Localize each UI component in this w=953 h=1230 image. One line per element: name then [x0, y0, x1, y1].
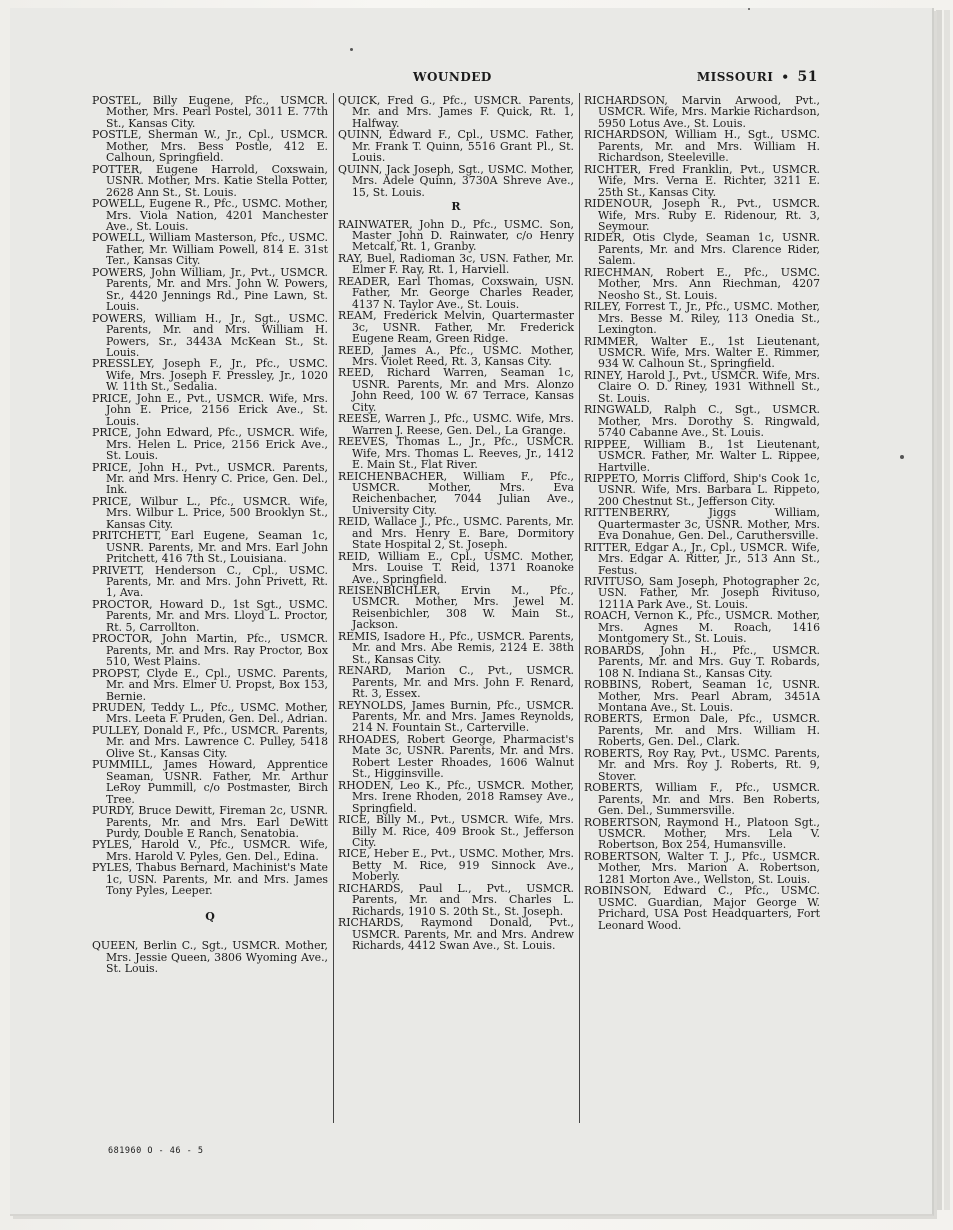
page-edge [944, 10, 950, 1210]
casualty-entry: PRIVETT, Henderson C., Cpl., USMC. Parents, Mr. and Mrs. John Privett, Rt. 1, Ava. [92, 563, 328, 600]
casualty-entry: PRICE, John Edward, Pfc., USMCR. Wife, Mrs. Helen L. Price, 2156 Erick Ave., St. Louis. [92, 426, 328, 463]
casualty-entry: REAM, Frederick Melvin, Quartermaster 3c, USNR. Father, Mr. Frederick Eugene Ream, Green Ridge. [338, 309, 574, 346]
casualty-entry: PRUDEN, Teddy L., Pfc., USMC. Mother, Mrs. Leeta F. Pruden, Gen. Del., Adrian. [92, 701, 328, 726]
print-code: 681960 O - 46 - 5 [108, 1146, 204, 1156]
casualty-entry: REID, William E., Cpl., USMC. Mother, Mrs. Louise T. Reid, 1371 Roanoke Ave., Springfield. [338, 549, 574, 586]
casualty-entry: ROBERTS, Ermon Dale, Pfc., USMCR. Parents, Mr. and Mrs. William H. Roberts, Gen. Del., Clark. [584, 712, 820, 749]
casualty-entry: QUINN, Edward F., Cpl., USMC. Father, Mr. Frank T. Quinn, 5516 Grant Pl., St. Louis. [338, 128, 574, 165]
casualty-entry: PRESSLEY, Joseph F., Jr., Pfc., USMC. Wife, Mrs. Joseph F. Pressley, Jr., 1020 W. 11th St., Sedalia. [92, 357, 328, 394]
casualty-entry: RITTENBERRY, Jiggs William, Quartermaster 3c, USNR. Mother, Mrs. Eva Donahue, Gen. Del., Caruthersville. [584, 506, 820, 543]
scan-speck [748, 8, 750, 10]
casualty-entry: POSTLE, Sherman W., Jr., Cpl., USMCR. Mother, Mrs. Bess Postle, 412 E. Calhoun, Springfield. [92, 128, 328, 165]
casualty-entry: PYLES, Harold V., Pfc., USMCR. Wife, Mrs. Harold V. Pyles, Gen. Del., Edina. [92, 838, 328, 863]
casualty-entry: RIECHMAN, Robert E., Pfc., USMC. Mother, Mrs. Ann Riechman, 4207 Neosho St., St. Louis. [584, 265, 820, 302]
casualty-entry: RIDER, Otis Clyde, Seaman 1c, USNR. Parents, Mr. and Mrs. Clarence Rider, Salem. [584, 231, 820, 268]
casualty-entry: PUMMILL, James Howard, Apprentice Seaman, USNR. Father, Mr. Arthur LeRoy Pummill, c/o Postmaster, Birch Tree. [92, 758, 328, 806]
casualty-entry: RIMMER, Walter E., 1st Lieutenant, USMCR. Wife, Mrs. Walter E. Rimmer, 934 W. Calhoun St., Springfield. [584, 334, 820, 371]
casualty-entry: PROCTOR, Howard D., 1st Sgt., USMC. Parents, Mr. and Mrs. Lloyd L. Proctor, Rt. 5, Carrollton. [92, 597, 328, 634]
casualty-entry: POSTEL, Billy Eugene, Pfc., USMCR. Mother, Mrs. Pearl Postel, 3011 E. 77th St., Kansas City. [92, 94, 328, 130]
casualty-entry: RIPPEE, William B., 1st Lieutenant, USMCR. Father, Mr. Walter L. Rippee, Hartville. [584, 437, 820, 474]
casualty-entry: QUICK, Fred G., Pfc., USMCR. Parents, Mr. and Mrs. James F. Quick, Rt. 1, Halfway. [338, 94, 574, 130]
column-rule [333, 93, 334, 1123]
column-1 [92, 95, 328, 975]
casualty-entry: ROACH, Vernon K., Pfc., USMCR. Mother, Mrs. Agnes M. Roach, 1416 Montgomery St., St. Louis. [584, 609, 820, 646]
casualty-entry: POWELL, Eugene R., Pfc., USMC. Mother, Mrs. Viola Nation, 4201 Manchester Ave., St. Louis. [92, 197, 328, 233]
casualty-entry: ROBERTSON, Raymond H., Platoon Sgt., USMCR. Mother, Mrs. Lela V. Robertson, Box 254, Humansville. [584, 815, 820, 852]
casualty-entry: PULLEY, Donald F., Pfc., USMCR. Parents, Mr. and Mrs. Lawrence C. Pulley, 5418 Olive St., Kansas City. [92, 723, 328, 760]
casualty-entry: RICHTER, Fred Franklin, Pvt., USMCR. Wife, Mrs. Verna E. Richter, 3211 E. 25th St., Kansas City. [584, 162, 820, 199]
casualty-entry: ROBERTS, Roy Ray, Pvt., USMC. Parents, Mr. and Mrs. Roy J. Roberts, Rt. 9, Stover. [584, 746, 820, 783]
casualty-entry: REED, James A., Pfc., USMC. Mother, Mrs. Violet Reed, Rt. 3, Kansas City. [338, 343, 574, 368]
casualty-entry: RAINWATER, John D., Pfc., USMC. Son, Master John D. Rainwater, c/o Henry Metcalf, Rt. 1, Granby. [338, 217, 574, 254]
section-letter: Q [205, 909, 215, 923]
casualty-entry: RINEY, Harold J., Pvt., USMCR. Wife, Mrs. Claire O. D. Riney, 1931 Withnell St., St. Louis. [584, 368, 820, 405]
casualty-entry: REEVES, Thomas L., Jr., Pfc., USMCR. Wife, Mrs. Thomas L. Reeves, Jr., 1412 E. Main St., Flat River. [338, 435, 574, 472]
column-2 [338, 95, 574, 952]
casualty-entry: PROPST, Clyde E., Cpl., USMC. Parents, Mr. and Mrs. Elmer U. Propst, Box 153, Bernie. [92, 666, 328, 703]
casualty-entry: QUEEN, Berlin C., Sgt., USMCR. Mother, Mrs. Jessie Queen, 3806 Wyoming Ave., St. Louis. [92, 939, 328, 976]
casualty-entry: RICE, Heber E., Pvt., USMC. Mother, Mrs. Betty M. Rice, 919 Sinnock Ave., Moberly. [338, 847, 574, 884]
scan-speck [900, 455, 904, 459]
casualty-entry: ROBERTS, William F., Pfc., USMCR. Parents, Mr. and Mrs. Ben Roberts, Gen. Del., Summersville. [584, 781, 820, 818]
casualty-entry: PROCTOR, John Martin, Pfc., USMCR. Parents, Mr. and Mrs. Ray Proctor, Box 510, West Plains. [92, 632, 328, 669]
casualty-entry: REICHENBACHER, William F., Pfc., USMCR. Mother, Mrs. Eva Reichenbacher, 7044 Julian Ave., University City. [338, 469, 574, 517]
casualty-entry: RICHARDS, Raymond Donald, Pvt., USMCR. Parents, Mr. and Mrs. Andrew Richards, 4412 Swan Ave., St. Louis. [338, 916, 574, 953]
casualty-entry: POWERS, William H., Jr., Sgt., USMC. Parents, Mr. and Mrs. William H. Powers, Sr., 3443A McKean St., St. Louis. [92, 311, 328, 359]
casualty-entry: POWELL, William Masterson, Pfc., USMC. Father, Mr. William Powell, 814 E. 31st Ter., Kansas City. [92, 231, 328, 268]
casualty-entry: PRITCHETT, Earl Eugene, Seaman 1c, USNR. Parents, Mr. and Mrs. Earl John Pritchett, 416 7th St., Louisiana. [92, 529, 328, 566]
column-rule [579, 93, 580, 1123]
casualty-entry: REISENBICHLER, Ervin M., Pfc., USMCR. Mother, Mrs. Jewel M. Reisenbichler, 308 W. Main St., Jackson. [338, 584, 574, 632]
casualty-entry: RIDENOUR, Joseph R., Pvt., USMCR. Wife, Mrs. Ruby E. Ridenour, Rt. 3, Seymour. [584, 197, 820, 233]
casualty-entry: RAY, Buel, Radioman 3c, USN. Father, Mr. Elmer F. Ray, Rt. 1, Harviell. [338, 251, 574, 277]
casualty-entry: REID, Wallace J., Pfc., USMC. Parents, Mr. and Mrs. Henry E. Bare, Dormitory State Hospital 2, St. Joseph. [338, 515, 574, 552]
casualty-entry: REYNOLDS, James Burnin, Pfc., USMCR. Parents, Mr. and Mrs. James Reynolds, 214 N. Fountain St., Carterville. [338, 698, 574, 735]
page-header-right [697, 69, 818, 85]
section-title: WOUNDED [413, 70, 492, 84]
casualty-entry: POWERS, John William, Jr., Pvt., USMCR. Parents, Mr. and Mrs. John W. Powers, Sr., 4420 Jennings Rd., Pine Lawn, St. Louis. [92, 265, 328, 314]
casualty-entry: PRICE, John E., Pvt., USMCR. Wife, Mrs. John E. Price, 2156 Erick Ave., St. Louis. [92, 391, 328, 428]
casualty-entry: RITTER, Edgar A., Jr., Cpl., USMCR. Wife, Mrs. Edgar A. Ritter, Jr., 513 Ann St., Festus. [584, 540, 820, 577]
casualty-entry: QUINN, Jack Joseph, Sgt., USMC. Mother, Mrs. Adele Quinn, 3730A Shreve Ave., 15, St. Louis. [338, 162, 574, 199]
casualty-entry: ROBARDS, John H., Pfc., USMCR. Parents, Mr. and Mrs. Guy T. Robards, 108 N. Indiana St., Kansas City. [584, 643, 820, 680]
casualty-entry: RIPPETO, Morris Clifford, Ship's Cook 1c, USNR. Wife, Mrs. Barbara L. Rippeto, 200 Chestnut St., Jefferson City. [584, 471, 820, 508]
casualty-entry: PRICE, Wilbur L., Pfc., USMCR. Wife, Mrs. Wilbur L. Price, 500 Brooklyn St., Kansas City. [92, 494, 328, 531]
casualty-entry: ROBINSON, Edward C., Pfc., USMC. USMC. Guardian, Major George W. Prichard, USA Post Headquarters, Fort Leonard Wood. [584, 884, 820, 932]
column-3 [584, 95, 820, 931]
casualty-entry: PYLES, Thabus Bernard, Machinist's Mate 1c, USN. Parents, Mr. and Mrs. James Tony Pyles, Leeper. [92, 861, 328, 898]
bullet-separator: • [781, 70, 790, 84]
casualty-entry: PRICE, John H., Pvt., USMCR. Parents, Mr. and Mrs. Henry C. Price, Gen. Del., Ink. [92, 460, 328, 497]
casualty-entry: ROBBINS, Robert, Seaman 1c, USNR. Mother, Mrs. Pearl Abram, 3451A Montana Ave., St. Louis. [584, 678, 820, 715]
casualty-entry: POTTER, Eugene Harrold, Coxswain, USNR. Mother, Mrs. Katie Stella Potter, 2628 Ann St., St. Louis. [92, 162, 328, 199]
page-number: 51 [797, 69, 818, 85]
casualty-entry: RICE, Billy M., Pvt., USMCR. Wife, Mrs. Billy M. Rice, 409 Brook St., Jefferson City. [338, 813, 574, 849]
casualty-entry: ROBERTSON, Walter T. J., Pfc., USMCR. Mother, Mrs. Marion A. Robertson, 1281 Morton Ave., Wellston, St. Louis. [584, 849, 820, 886]
casualty-entry: RICHARDSON, Marvin Arwood, Pvt., USMCR. Wife, Mrs. Markie Richardson, 5950 Lotus Ave., St. Louis. [584, 94, 820, 130]
section-letter: R [451, 200, 461, 214]
casualty-entry: RICHARDS, Paul L., Pvt., USMCR. Parents, Mr. and Mrs. Charles L. Richards, 1910 S. 20th St., St. Joseph. [338, 881, 574, 918]
casualty-entry: RILEY, Forrest T., Jr., Pfc., USMC. Mother, Mrs. Besse M. Riley, 113 Onedia St., Lexington. [584, 300, 820, 337]
state-name: MISSOURI [696, 70, 774, 84]
casualty-entry: RINGWALD, Ralph C., Sgt., USMCR. Mother, Mrs. Dorothy S. Ringwald, 5740 Cabanne Ave., St. Louis. [584, 403, 820, 440]
casualty-entry: RHOADES, Robert George, Pharmacist's Mate 3c, USNR. Parents, Mr. and Mrs. Robert Lester Rhoades, 1606 Walnut St., Higginsville. [338, 732, 574, 781]
casualty-entry: RICHARDSON, William H., Sgt., USMC. Parents, Mr. and Mrs. William H. Richardson, Steeleville. [584, 128, 820, 165]
casualty-entry: RENARD, Marion C., Pvt., USMCR. Parents, Mr. and Mrs. John F. Renard, Rt. 3, Essex. [338, 664, 574, 701]
casualty-entry: REESE, Warren J., Pfc., USMC. Wife, Mrs. Warren J. Reese, Gen. Del., La Grange. [338, 412, 574, 437]
running-head [90, 70, 830, 86]
page-edge [936, 10, 942, 1210]
casualty-entry: REMIS, Isadore H., Pfc., USMCR. Parents, Mr. and Mrs. Abe Remis, 2124 E. 38th St., Kansas City. [338, 629, 574, 666]
casualty-entry: REED, Richard Warren, Seaman 1c, USNR. Parents, Mr. and Mrs. Alonzo John Reed, 100 W. 67 Terrace, Kansas City. [338, 366, 574, 414]
casualty-entry: RHODEN, Leo K., Pfc., USMCR. Mother, Mrs. Irene Rhoden, 2018 Ramsey Ave., Springfield. [338, 778, 574, 815]
casualty-entry: RIVITUSO, Sam Joseph, Photographer 2c, USN. Father, Mr. Joseph Rivituso, 1211A Park Ave., St. Louis. [584, 575, 820, 611]
scan-speck [350, 48, 353, 51]
casualty-entry: PURDY, Bruce Dewitt, Fireman 2c, USNR. Parents, Mr. and Mrs. Earl DeWitt Purdy, Double E Ranch, Senatobia. [92, 804, 328, 840]
casualty-entry: READER, Earl Thomas, Coxswain, USN. Father, Mr. George Charles Reader, 4137 N. Taylor Ave., St. Louis. [338, 274, 574, 311]
